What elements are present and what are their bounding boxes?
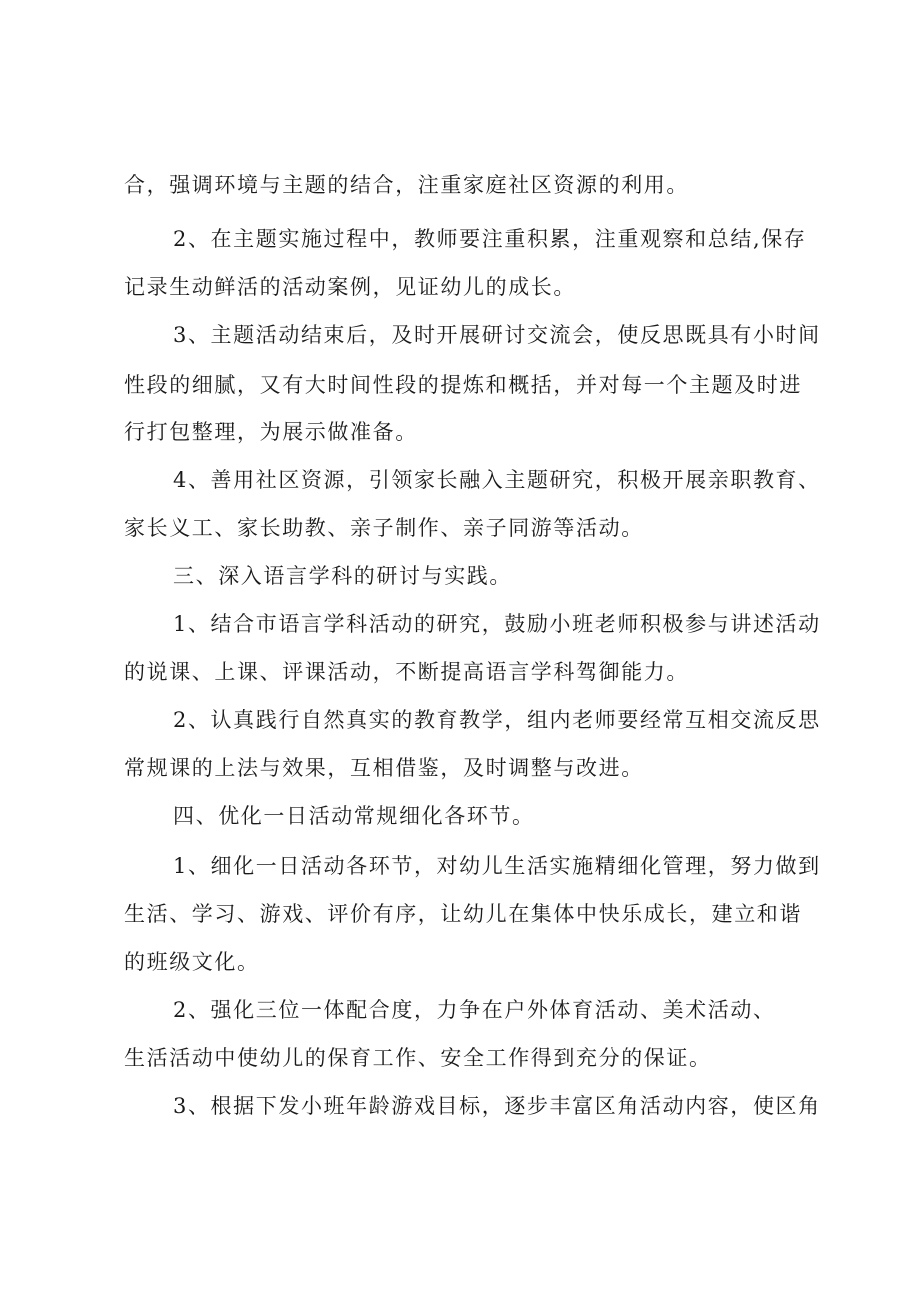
text-line: 的班级文化。 [124, 950, 260, 974]
text-line: 生活活动中使幼儿的保育工作、安全工作得到充分的保证。 [124, 1046, 712, 1070]
text-line: 行打包整理，为展示做准备。 [124, 420, 418, 444]
text-line: 1、细化一日活动各环节，对幼儿生活实施精细化管理，努力做到 [173, 854, 821, 878]
text-line: 4、善用社区资源，引领家长融入主题研究，积极开展亲职教育、 [173, 468, 821, 492]
text-line: 3、根据下发小班年龄游戏目标，逐步丰富区角活动内容，使区角 [173, 1094, 821, 1118]
text-line: 性段的细腻，又有大时间性段的提炼和概括，并对每一个主题及时进 [124, 373, 802, 397]
section-heading: 四、优化一日活动常规细化各环节。 [173, 804, 535, 828]
text-line: 的说课、上课、评课活动，不断提高语言学科驾御能力。 [124, 660, 689, 684]
text-line: 家长义工、家长助教、亲子制作、亲子同游等活动。 [124, 516, 644, 540]
text-line: 记录生动鲜活的活动案例，见证幼儿的成长。 [124, 275, 576, 299]
text-line: 2、在主题实施过程中，教师要注重积累，注重观察和总结,保存 [173, 227, 807, 251]
section-heading: 三、深入语言学科的研讨与实践。 [173, 564, 512, 588]
text-line: 3、主题活动结束后，及时开展研讨交流会，使反思既具有小时间 [173, 323, 821, 347]
text-line: 合，强调环境与主题的结合，注重家庭社区资源的利用。 [124, 173, 689, 197]
text-line: 2、认真践行自然真实的教育教学，组内老师要经常互相交流反思 [173, 708, 821, 732]
text-line: 2、强化三位一体配合度，力争在户外体育活动、美术活动、 [173, 998, 776, 1022]
text-line: 生活、学习、游戏、评价有序，让幼儿在集体中快乐成长，建立和谐 [124, 902, 802, 926]
text-line: 常规课的上法与效果，互相借鉴，及时调整与改进。 [124, 756, 644, 780]
text-line: 1、结合市语言学科活动的研究，鼓励小班老师积极参与讲述活动 [173, 612, 821, 636]
